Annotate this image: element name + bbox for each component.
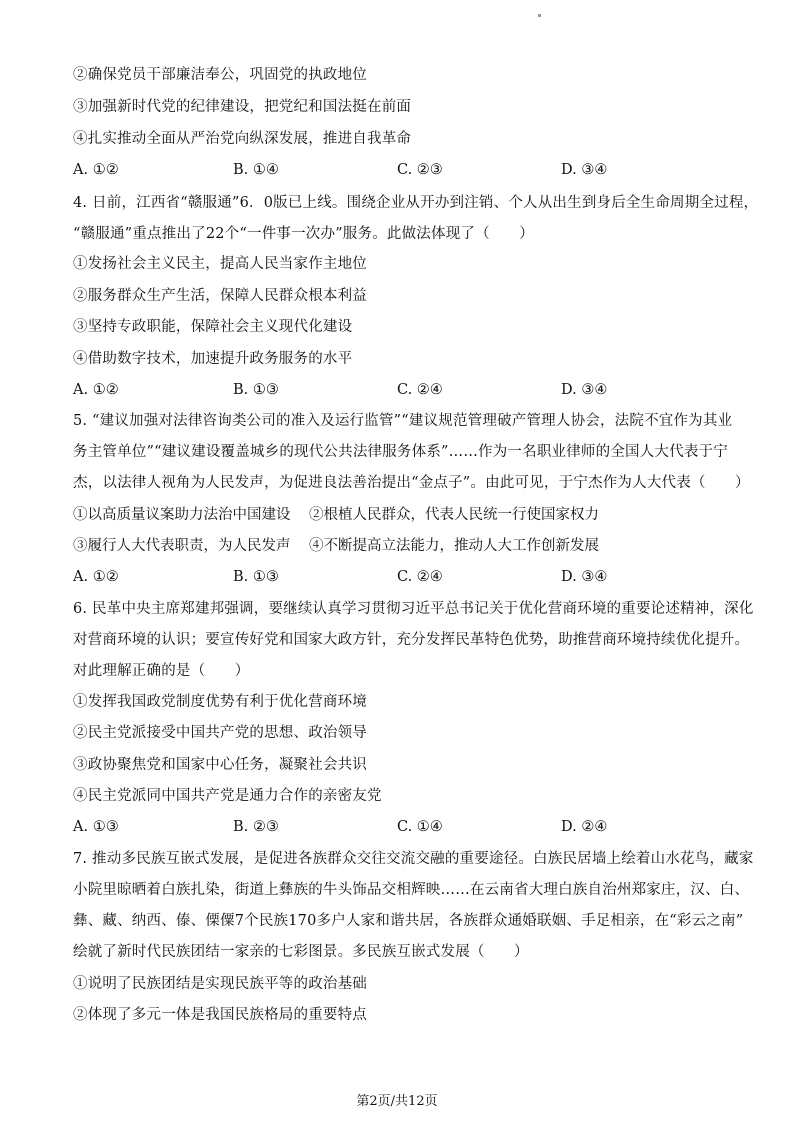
q4-statement-2: ②服务群众生产生活，保障人民群众根本利益 — [73, 288, 367, 304]
q3-options — [73, 159, 733, 181]
q6-statement-4: ④民主党派同中国共产党是通力合作的亲密友党 — [73, 788, 382, 804]
q7-stem-line-4: 绘就了新时代民族团结一家亲的七彩图景。多民族互嵌式发展（ ） — [73, 944, 529, 960]
q6-stem-line-1: 6. 民革中央主席郑建邦强调，要继续认真学习贯彻习近平总书记关于优化营商环境的重要论述精神，深化 — [73, 601, 754, 617]
q6-option-d[interactable]: D. ②④ — [561, 819, 608, 835]
q3-option-d[interactable]: D. ③④ — [561, 162, 608, 178]
q5-option-b[interactable]: B. ①③ — [233, 569, 279, 585]
q4-option-a[interactable]: A. ①② — [73, 382, 119, 398]
q3-statement-2: ②确保党员干部廉洁奉公，巩固党的执政地位 — [73, 67, 367, 83]
q4-option-d[interactable]: D. ③④ — [561, 382, 608, 398]
q4-stem-line-2: “赣服通”重点推出了22个“一件事一次办”服务。此做法体现了（ ） — [73, 226, 534, 242]
q3-statement-4: ④扎实推动全面从严治党向纵深发展，推进自我革命 — [73, 131, 412, 147]
q3-option-b[interactable]: B. ①④ — [233, 162, 279, 178]
q5-stem-line-1: 5. “建议加强对法律咨询类公司的准入及运行监管”“建议规范管理破产管理人协会，法院不宜作为其业 — [73, 413, 733, 429]
q7-statement-1: ①说明了民族团结是实现民族平等的政治基础 — [73, 976, 367, 992]
q7-stem-line-2: 小院里晾晒着白族扎染，街道上彝族的牛头饰品交相辉映……在云南省大理白族自治州郑家庄，汉、白、 — [73, 882, 750, 898]
q5-options — [73, 566, 733, 588]
q5-statement-3: ③履行人大代表职责，为人民发声 — [73, 538, 291, 554]
q5-statement-4: ④不断提高立法能力，推动人大工作创新发展 — [309, 538, 599, 554]
q6-stem-line-3: 对此理解正确的是（ ） — [73, 663, 250, 679]
q5-statement-2: ②根植人民群众，代表人民统一行使国家权力 — [309, 507, 599, 523]
q4-statement-4: ④借助数字技术，加速提升政务服务的水平 — [73, 351, 353, 367]
q4-option-b[interactable]: B. ①③ — [233, 382, 279, 398]
scan-speck — [538, 14, 541, 17]
page-number-footer: 第2页/共12页 — [356, 1094, 438, 1109]
q6-statement-1: ①发挥我国政党制度优势有利于优化营商环境 — [73, 694, 367, 710]
q6-options — [73, 816, 733, 838]
q3-option-a[interactable]: A. ①② — [73, 162, 119, 178]
q5-statement-1: ①以高质量议案助力法治中国建设 — [73, 507, 291, 523]
q4-statement-1: ①发扬社会主义民主，提高人民当家作主地位 — [73, 256, 367, 272]
q6-statement-2: ②民主党派接受中国共产党的思想、政治领导 — [73, 725, 367, 741]
q5-option-a[interactable]: A. ①② — [73, 569, 119, 585]
q4-option-c[interactable]: C. ②④ — [397, 382, 443, 398]
q6-stem-line-2: 对营商环境的认识；要宣传好党和国家大政方针，充分发挥民革特色优势，助推营商环境持续优化提升。 — [73, 632, 750, 648]
q5-option-c[interactable]: C. ②④ — [397, 569, 443, 585]
q4-options — [73, 379, 733, 401]
q5-stem-line-2: 务主管单位”“建议建设覆盖城乡的现代公共法律服务体系”……作为一名职业律师的全国人大代表于宁 — [73, 444, 728, 460]
q4-stem-line-1: 4. 日前，江西省“赣服通”6．0版已上线。围绕企业从开办到注销、个人从出生到身后全生命周期全过程， — [73, 195, 759, 211]
q5-statements-row-2 — [73, 535, 733, 557]
q6-statement-3: ③政协聚焦党和国家中心任务，凝聚社会共识 — [73, 757, 367, 773]
q3-option-c[interactable]: C. ②③ — [397, 162, 443, 178]
q3-statement-3: ③加强新时代党的纪律建设，把党纪和国法挺在前面 — [73, 99, 412, 115]
q5-statements-row-1 — [73, 504, 733, 526]
q6-option-c[interactable]: C. ①④ — [397, 819, 443, 835]
q6-option-b[interactable]: B. ②③ — [233, 819, 279, 835]
q7-statement-2: ②体现了多元一体是我国民族格局的重要特点 — [73, 1007, 367, 1023]
q4-statement-3: ③坚持专政职能，保障社会主义现代化建设 — [73, 319, 353, 335]
q7-stem-line-1: 7. 推动多民族互嵌式发展，是促进各族群众交往交流交融的重要途径。白族民居墙上绘着山水花鸟，藏家 — [73, 851, 754, 867]
q7-stem-line-3: 彝、藏、纳西、傣、傈僳7个民族170多户人家和谐共居，各族群众通婚联姻、手足相亲，在“彩云之南” — [73, 913, 744, 929]
q6-option-a[interactable]: A. ①③ — [73, 819, 119, 835]
q5-option-d[interactable]: D. ③④ — [561, 569, 608, 585]
q5-stem-line-3: 杰，以法律人视角为人民发声，为促进良法善治提出“金点子”。由此可见，于宁杰作为人大代表（ ） — [73, 475, 750, 491]
